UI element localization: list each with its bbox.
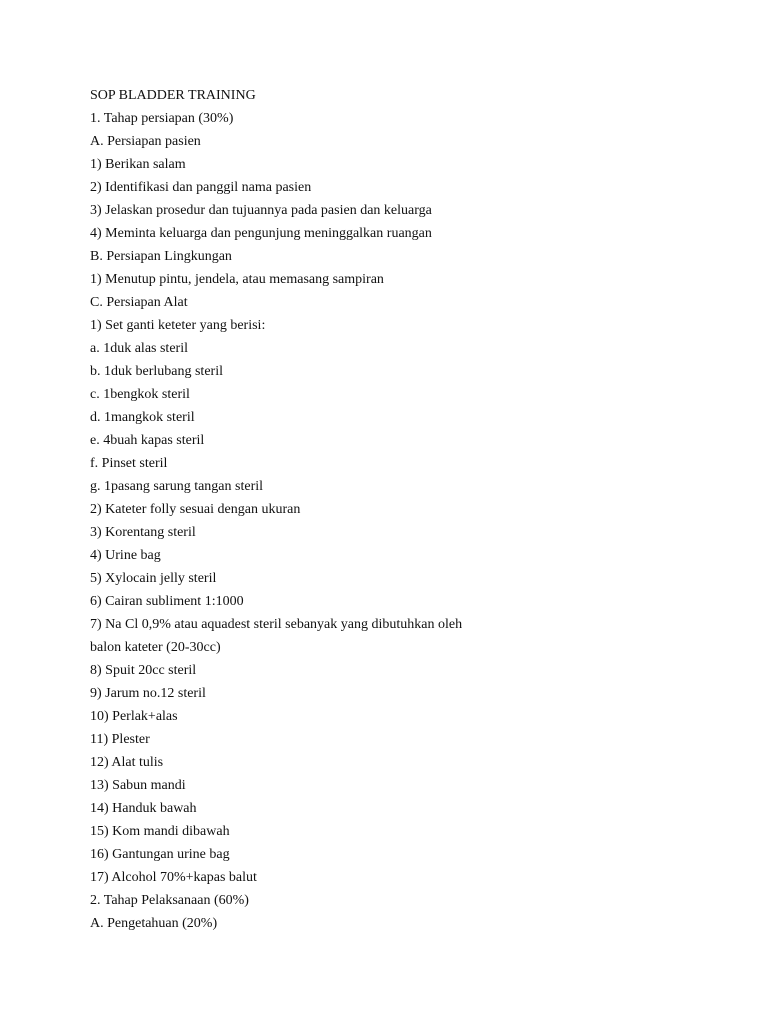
list-item: 14) Handuk bawah: [90, 801, 197, 816]
sub-list-item: f. Pinset steril: [90, 456, 168, 471]
subsection-heading: A. Pengetahuan (20%): [90, 916, 218, 931]
list-item: 1) Berikan salam: [90, 157, 186, 172]
sub-list-item: d. 1mangkok steril: [90, 410, 195, 425]
list-item: 1) Set ganti keteter yang berisi:: [90, 318, 266, 333]
list-item: 12) Alat tulis: [90, 755, 164, 770]
document-title: SOP BLADDER TRAINING: [90, 88, 256, 103]
sub-list-item: c. 1bengkok steril: [90, 387, 190, 402]
list-item: 2) Identifikasi dan panggil nama pasien: [90, 180, 312, 195]
list-item: 6) Cairan subliment 1:1000: [90, 594, 244, 609]
list-item: 2) Kateter folly sesuai dengan ukuran: [90, 502, 301, 517]
section-heading: 1. Tahap persiapan (30%): [90, 111, 234, 126]
list-item: 4) Urine bag: [90, 548, 161, 563]
list-item: 1) Menutup pintu, jendela, atau memasang sampiran: [90, 272, 384, 287]
list-item: 13) Sabun mandi: [90, 778, 186, 793]
list-item: 11) Plester: [90, 732, 150, 747]
subsection-heading: B. Persiapan Lingkungan: [90, 249, 232, 264]
section-heading: 2. Tahap Pelaksanaan (60%): [90, 893, 249, 908]
subsection-heading: C. Persiapan Alat: [90, 295, 188, 310]
sub-list-item: b. 1duk berlubang steril: [90, 364, 223, 379]
list-item: 10) Perlak+alas: [90, 709, 178, 724]
list-item: 5) Xylocain jelly steril: [90, 571, 217, 586]
list-item: 9) Jarum no.12 steril: [90, 686, 206, 701]
list-item: 4) Meminta keluarga dan pengunjung meninggalkan ruangan: [90, 226, 432, 241]
sub-list-item: e. 4buah kapas steril: [90, 433, 205, 448]
subsection-heading: A. Persiapan pasien: [90, 134, 201, 149]
list-item: 17) Alcohol 70%+kapas balut: [90, 870, 257, 885]
sub-list-item: a. 1duk alas steril: [90, 341, 188, 356]
sub-list-item: g. 1pasang sarung tangan steril: [90, 479, 264, 494]
list-item: 7) Na Cl 0,9% atau aquadest steril sebanyak yang dibutuhkan oleh: [90, 617, 463, 632]
document-body: [90, 84, 710, 935]
list-item: 3) Korentang steril: [90, 525, 196, 540]
list-item-continuation: balon kateter (20-30cc): [90, 640, 221, 655]
list-item: 16) Gantungan urine bag: [90, 847, 230, 862]
list-item: 15) Kom mandi dibawah: [90, 824, 230, 839]
list-item: 3) Jelaskan prosedur dan tujuannya pada pasien dan keluarga: [90, 203, 432, 218]
list-item: 8) Spuit 20cc steril: [90, 663, 197, 678]
